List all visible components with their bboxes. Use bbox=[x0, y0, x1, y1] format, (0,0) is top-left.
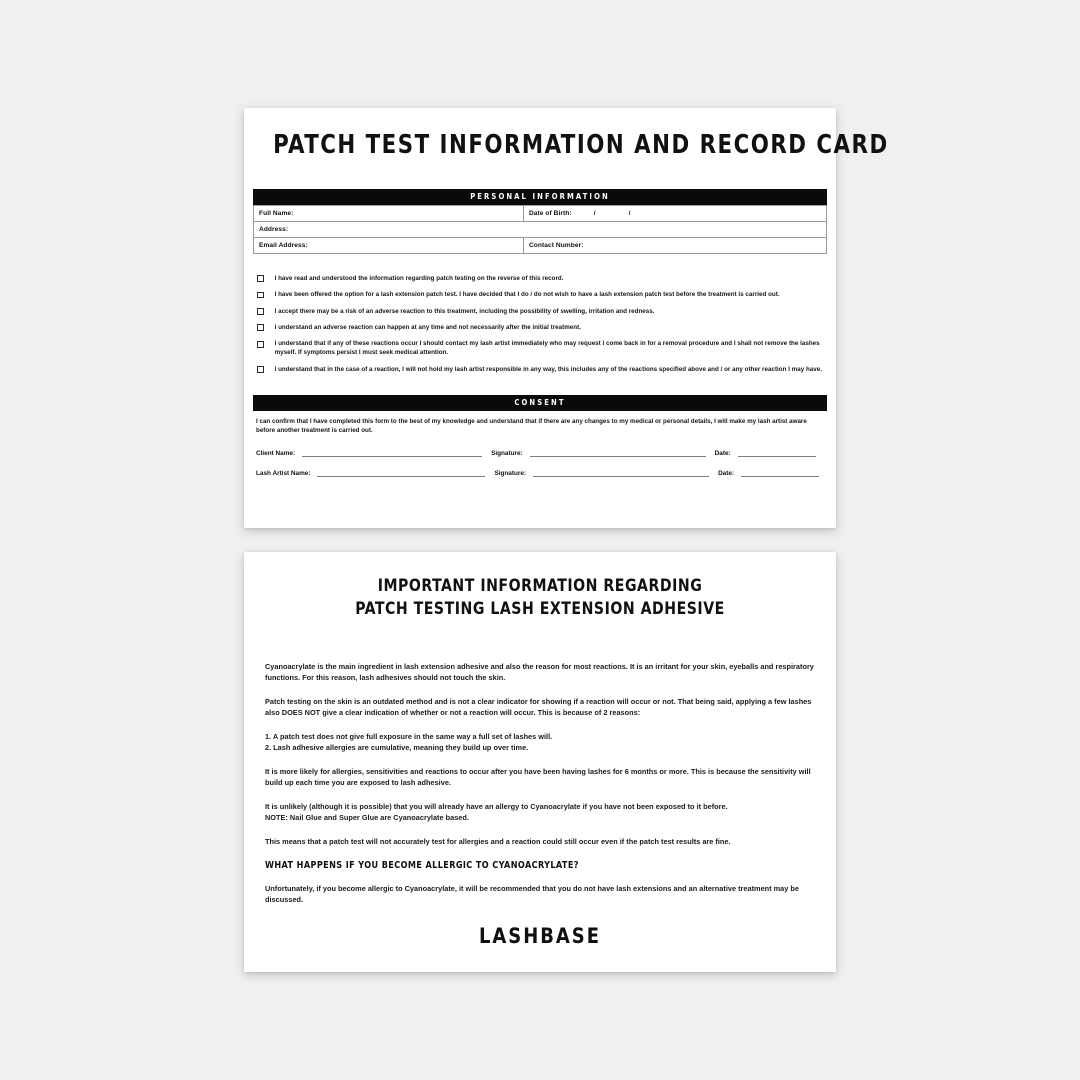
list-item bbox=[257, 340, 823, 358]
paragraph-cumulative-sensitivity: It is more likely for allergies, sensitivities and reactions to occur after you have been having lashes for 6 months or more. This is because the sensitivity will build up each time you are exposed to lash adhesive. bbox=[265, 766, 811, 787]
client-date-input-line[interactable] bbox=[738, 449, 816, 457]
table-row bbox=[254, 206, 827, 222]
statement-text: I have read and understood the information regarding patch testing on the reverse of this record. bbox=[274, 274, 564, 282]
dob-slash-1: / bbox=[593, 210, 596, 218]
personal-information-section-header: PERSONAL INFORMATION bbox=[253, 189, 827, 205]
table-row bbox=[254, 221, 827, 237]
lash-artist-date-input-line[interactable] bbox=[741, 469, 819, 477]
lash-artist-signature-input-line[interactable] bbox=[533, 469, 709, 477]
page-title: PATCH TEST INFORMATION AND RECORD CARD bbox=[273, 130, 889, 160]
client-signature-input-line[interactable] bbox=[530, 449, 706, 457]
client-name-input-line[interactable] bbox=[302, 449, 482, 457]
personal-information-table bbox=[253, 205, 827, 253]
brand-logo-lashbase: LASHBASE bbox=[478, 924, 601, 948]
lash-artist-date-label: Date: bbox=[718, 470, 735, 478]
consent-paragraph: I can confirm that I have completed this form to the best of my knowledge and understand that if there are any changes to my medical or personal details, I will make my lash artist aware before another treatment is carried out. bbox=[256, 417, 807, 434]
statement-text: I understand an adverse reaction can happen at any time and not necessarily after the initial treatment. bbox=[274, 323, 581, 331]
table-row bbox=[254, 237, 827, 253]
list-item bbox=[257, 366, 823, 375]
statement-text: I have been offered the option for a lash extension patch test. I have decided that I do / do not wish to have a lash extension patch test before the treatment is carried out. bbox=[274, 291, 780, 299]
client-name-label: Client Name: bbox=[256, 449, 296, 457]
consent-statements-list bbox=[253, 275, 827, 375]
date-of-birth-field[interactable] bbox=[523, 206, 826, 222]
checkbox-icon[interactable] bbox=[257, 324, 264, 331]
info-body bbox=[257, 661, 823, 905]
list-item bbox=[257, 324, 823, 333]
full-name-field[interactable]: Full Name: bbox=[254, 206, 524, 222]
lash-artist-signature-row bbox=[256, 469, 824, 477]
section-heading-what-happens: WHAT HAPPENS IF YOU BECOME ALLERGIC TO CYANOACRYLATE? bbox=[265, 860, 579, 872]
statement-text: I understand that if any of these reactions occur I should contact my lash artist immediately who may request I come back in for a removal procedure and I shall not remove the lashes myself. If symptoms persist I must seek medical attention. bbox=[274, 340, 820, 357]
statement-text: I understand that in the case of a reaction, I will not hold my lash artist responsible in any way, this includes any of the reactions specified above and / or any other reaction I may have. bbox=[274, 365, 823, 373]
client-date-label: Date: bbox=[714, 449, 731, 457]
list-item bbox=[257, 308, 823, 317]
consent-section-header: CONSENT bbox=[253, 395, 827, 411]
address-field[interactable]: Address: bbox=[254, 221, 827, 237]
nail-glue-note: NOTE: Nail Glue and Super Glue are Cyanoacrylate based. bbox=[265, 812, 469, 822]
checkbox-icon[interactable] bbox=[257, 341, 264, 348]
client-signature-row bbox=[256, 449, 824, 457]
client-signature-label: Signature: bbox=[491, 449, 523, 457]
lash-artist-name-label: Lash Artist Name: bbox=[256, 470, 311, 478]
paragraph-patch-test-accuracy: This means that a patch test will not accurately test for allergies and a reaction could still occur even if the patch test results are fine. bbox=[265, 837, 731, 846]
signature-rows bbox=[256, 449, 824, 478]
checkbox-icon[interactable] bbox=[257, 366, 264, 373]
checkbox-icon[interactable] bbox=[257, 275, 264, 282]
prior-exposure-text: It is unlikely (although it is possible) that you will already have an allergy to Cyanoacrylate if you have not been exposed to it before. bbox=[265, 801, 728, 811]
lash-artist-signature-label: Signature: bbox=[494, 470, 527, 478]
info-title-line-2: PATCH TESTING LASH EXTENSION ADHESIVE bbox=[355, 599, 725, 619]
date-of-birth-label: Date of Birth: bbox=[528, 210, 572, 218]
lash-artist-name-input-line[interactable] bbox=[317, 469, 485, 477]
checkbox-icon[interactable] bbox=[257, 292, 264, 299]
statement-text: I accept there may be a risk of an adverse reaction to this treatment, including the possibility of swelling, irritation and redness. bbox=[274, 307, 655, 315]
paragraph-cyanoacrylate-intro: Cyanoacrylate is the main ingredient in lash extension adhesive and also the reason for most reactions. It is an irritant for your skin, eyeballs and respiratory functions. For this reason, lash adhesives should not touch the skin. bbox=[265, 661, 814, 682]
patch-test-record-card-front bbox=[244, 108, 889, 528]
paragraph-prior-exposure bbox=[265, 801, 815, 823]
contact-number-field[interactable]: Contact Number: bbox=[523, 237, 826, 253]
info-title-line-1: IMPORTANT INFORMATION REGARDING bbox=[377, 576, 703, 595]
dob-slash-2: / bbox=[628, 210, 631, 218]
list-item bbox=[257, 275, 823, 284]
list-item bbox=[257, 291, 823, 300]
paragraph-patch-testing-outdated: Patch testing on the skin is an outdated method and is not a clear indicator for showing if a reaction will occur or not. That being said, applying a few lashes also DOES NOT give a clear indication of whether or not a reaction will occur. This is because of 2 reasons: bbox=[265, 696, 812, 717]
patch-test-information-card-back bbox=[244, 552, 836, 972]
reason-item-2: 2. Lash adhesive allergies are cumulative, meaning they build up over time. bbox=[265, 742, 529, 752]
email-address-field[interactable]: Email Address: bbox=[254, 237, 524, 253]
info-page-title bbox=[271, 574, 809, 621]
paragraph-allergic-outcome: Unfortunately, if you become allergic to Cyanoacrylate, it will be recommended that you do not have lash extensions and an alternative treatment may be discussed. bbox=[265, 884, 799, 905]
checkbox-icon[interactable] bbox=[257, 308, 264, 315]
reasons-list bbox=[265, 731, 815, 753]
reason-item-1: 1. A patch test does not give full exposure in the same way a full set of lashes will. bbox=[265, 731, 553, 741]
